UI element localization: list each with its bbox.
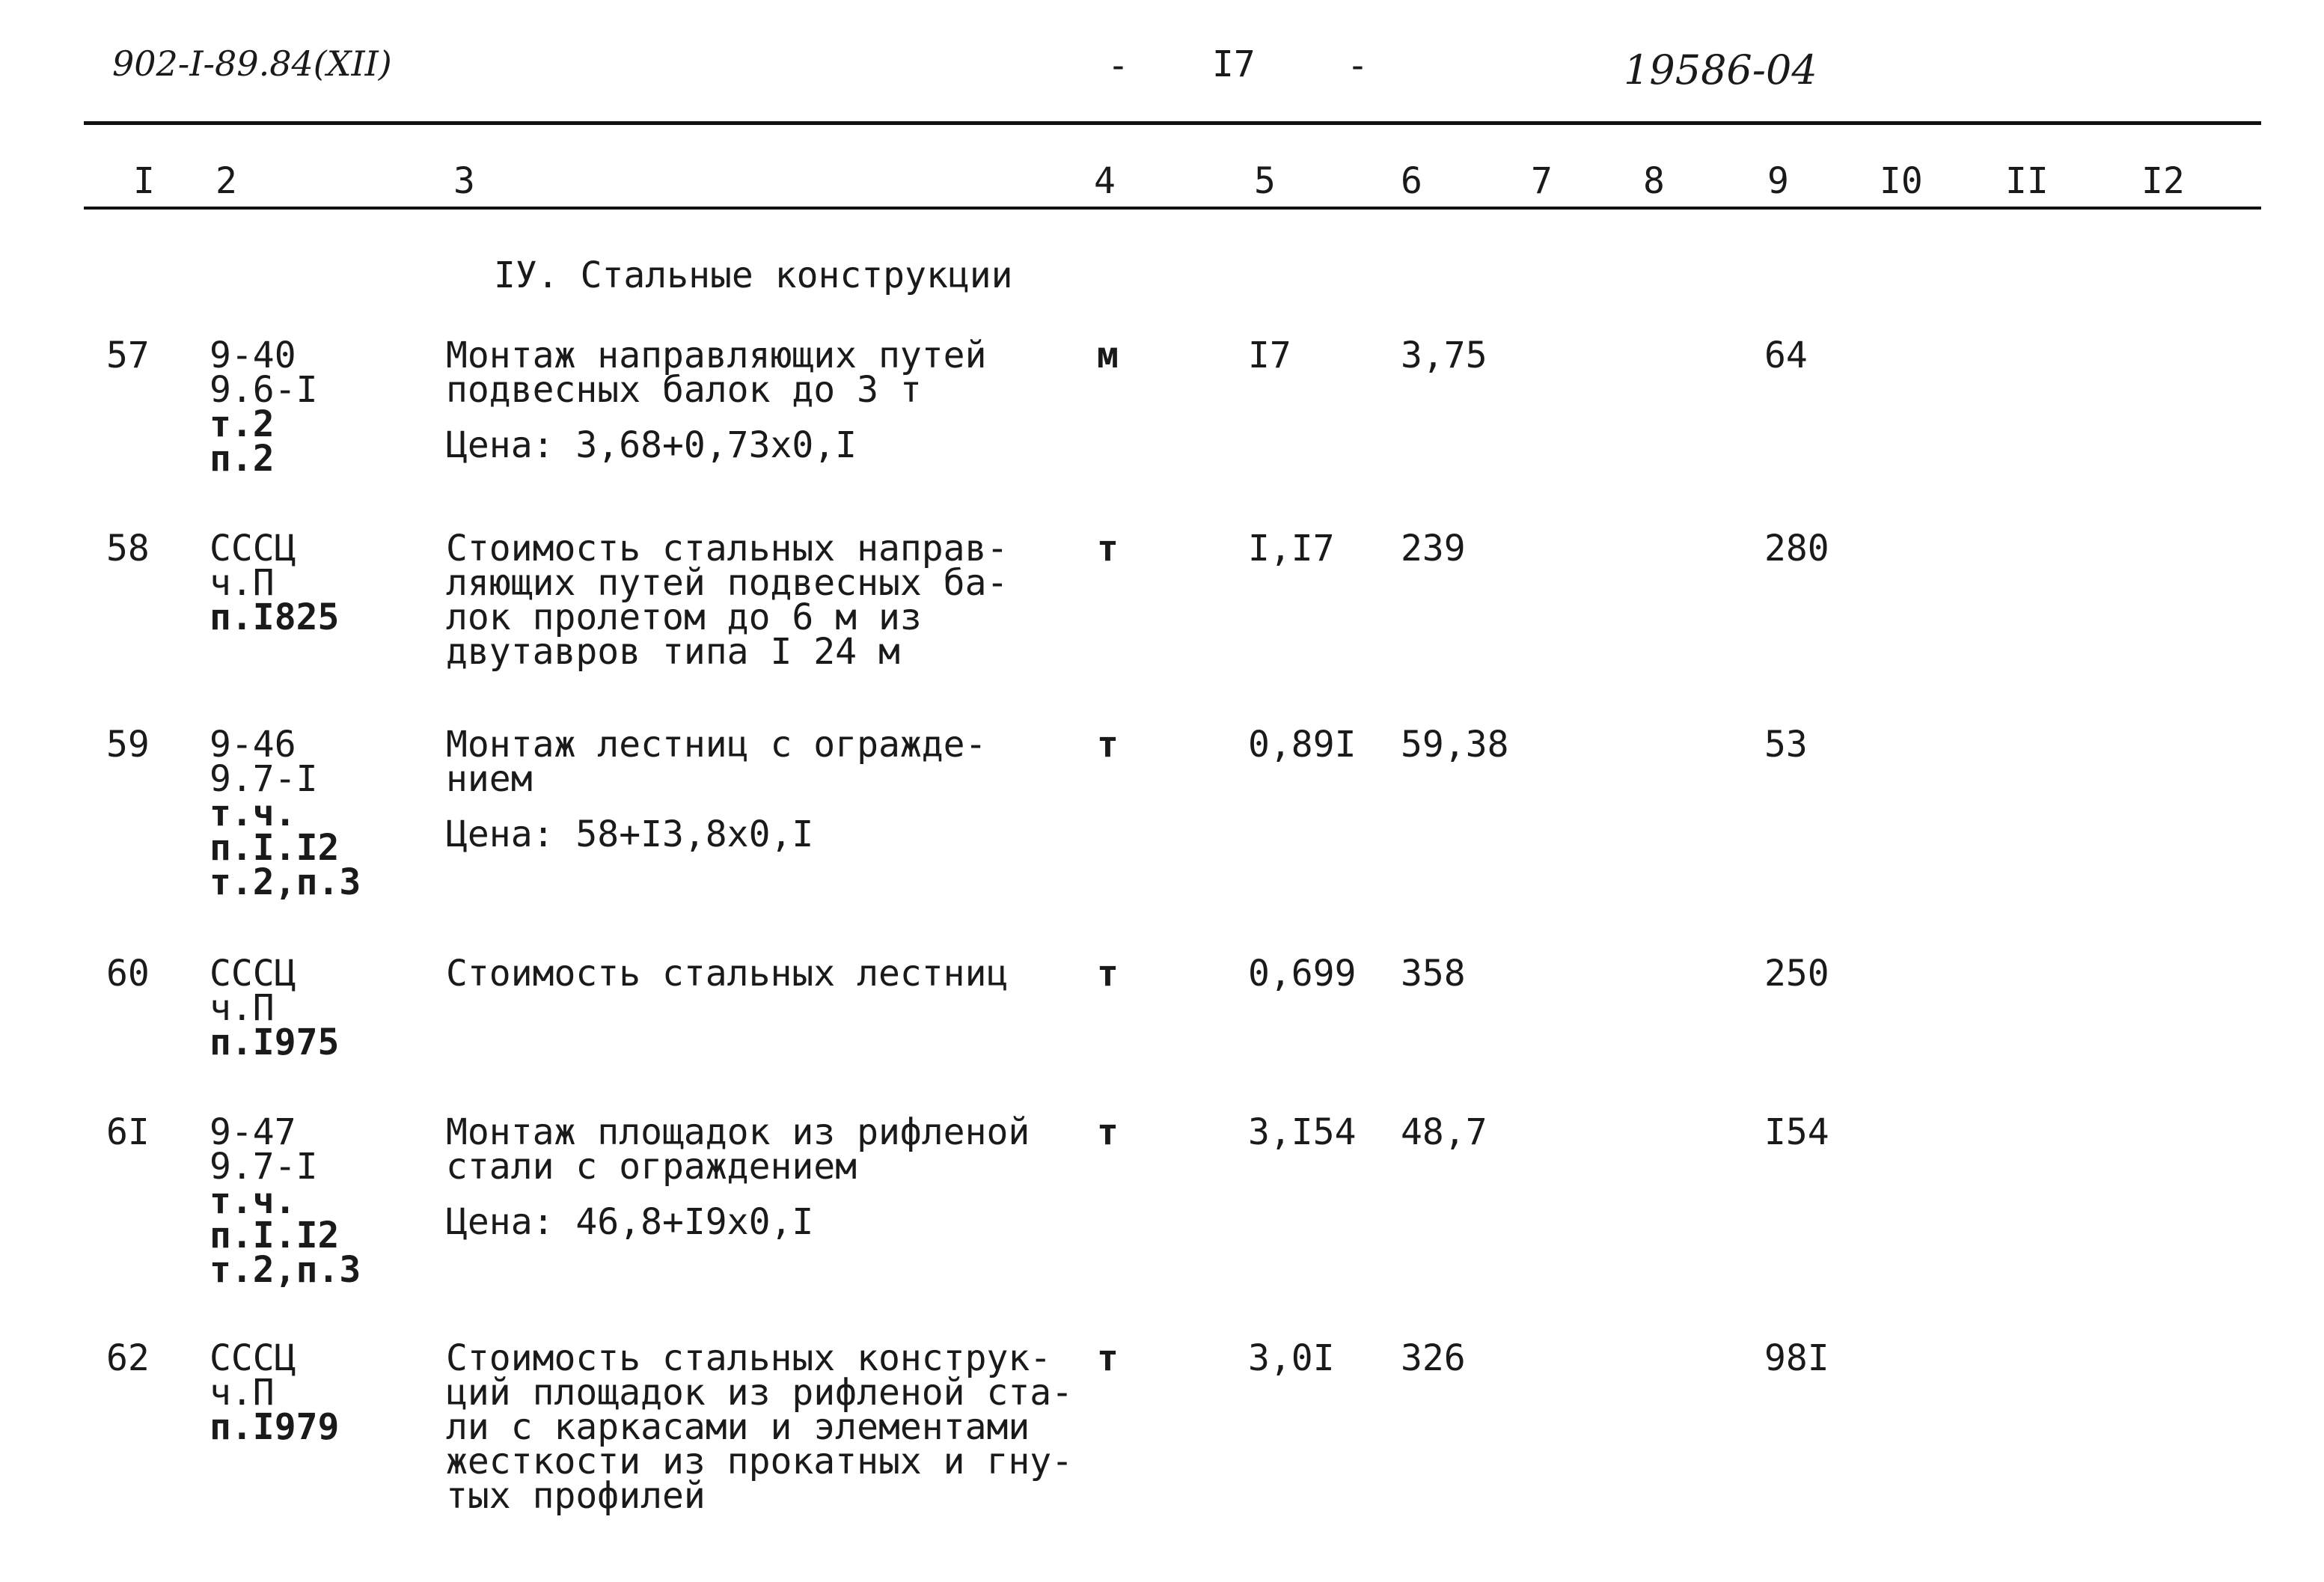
norm-reference-line: 9-47	[210, 1111, 296, 1153]
work-description	[446, 724, 987, 855]
work-description-line: подвесных балок до 3 т	[446, 369, 922, 411]
work-description-line: нием	[446, 758, 533, 800]
norm-reference	[210, 528, 340, 638]
work-description-line: ли с каркасами и элементами	[446, 1406, 1030, 1448]
work-description-line: ляющих путей подвесных ба-	[446, 562, 1009, 604]
norm-reference-line: 9-40	[210, 335, 296, 376]
norm-reference-line: п.I.I2	[210, 1215, 340, 1256]
norm-reference-line: 9-46	[210, 724, 296, 766]
price-formula: Цена: 58+I3,8x0,I	[446, 813, 814, 855]
norm-reference-line: т.ч.	[210, 1180, 296, 1222]
norm-reference-line: ч.П	[210, 987, 275, 1029]
work-description	[446, 1111, 1030, 1243]
work-description-line: Стоимость стальных конструк-	[446, 1337, 1052, 1379]
column-number: 8	[1643, 160, 1665, 202]
norm-reference-line: т.2,п.3	[210, 1249, 361, 1291]
total-cost: I54	[1764, 1111, 1829, 1153]
norm-reference-line: п.I979	[210, 1406, 340, 1448]
row-number: 58	[106, 528, 150, 569]
row-number: 6I	[106, 1111, 150, 1153]
norm-reference	[210, 1337, 340, 1448]
column-number: I2	[2141, 160, 2185, 202]
inventory-number: 19586-04	[1624, 46, 1817, 94]
unit-cost: 48,7	[1401, 1111, 1487, 1153]
total-cost: 98I	[1764, 1337, 1829, 1379]
row-number: 57	[106, 335, 150, 376]
norm-reference	[210, 1111, 361, 1291]
total-cost: 53	[1764, 724, 1808, 766]
work-description-line: ций площадок из рифленой ста-	[446, 1372, 1074, 1414]
header-rule-bottom	[84, 207, 2261, 210]
quantity: 3,0I	[1248, 1337, 1335, 1379]
work-description-line: двутавров типа I 24 м	[446, 631, 900, 673]
norm-reference-line: СССЦ	[210, 528, 296, 569]
dash-right: -	[1347, 45, 1369, 87]
page-number: I7	[1212, 43, 1256, 85]
unit-cost: 239	[1401, 528, 1466, 569]
total-cost: 250	[1764, 953, 1829, 995]
column-number: 4	[1094, 160, 1116, 202]
column-number: I	[133, 160, 155, 202]
unit-of-measure: т	[1097, 528, 1119, 569]
norm-reference-line: т.2	[210, 403, 275, 445]
unit-cost: 358	[1401, 953, 1466, 995]
norm-reference-line: СССЦ	[210, 953, 296, 995]
header-rule-top	[84, 121, 2261, 125]
norm-reference-line: ч.П	[210, 562, 275, 604]
work-description-line: лок пролетом до 6 м из	[446, 596, 922, 638]
norm-reference	[210, 724, 361, 903]
norm-reference	[210, 953, 340, 1063]
norm-reference-line: т.ч.	[210, 792, 296, 834]
work-description	[446, 1337, 1074, 1517]
work-description-line: Монтаж направляющих путей	[446, 335, 987, 376]
norm-reference-line: ч.П	[210, 1372, 275, 1414]
unit-of-measure: т	[1097, 1337, 1119, 1379]
norm-reference-line: 9.7-I	[210, 758, 318, 800]
unit-of-measure: т	[1097, 724, 1119, 766]
work-description-line: жесткости из прокатных и гну-	[446, 1441, 1074, 1482]
unit-of-measure: м	[1097, 335, 1119, 376]
work-description	[446, 335, 987, 466]
quantity: 0,89I	[1248, 724, 1357, 766]
section-title: IУ. Стальные конструкции	[494, 254, 1013, 296]
price-formula: Цена: 46,8+I9x0,I	[446, 1201, 814, 1243]
column-number: 3	[453, 160, 475, 202]
work-description-line: стали с ограждением	[446, 1146, 857, 1188]
norm-reference-line: 9.7-I	[210, 1146, 318, 1188]
quantity: 0,699	[1248, 953, 1357, 995]
total-cost: 280	[1764, 528, 1829, 569]
work-description-line: Монтаж площадок из рифленой	[446, 1111, 1030, 1153]
unit-of-measure: т	[1097, 1111, 1119, 1153]
norm-reference-line: п.I975	[210, 1021, 340, 1063]
row-number: 60	[106, 953, 150, 995]
column-number: 7	[1531, 160, 1553, 202]
dash-left: -	[1107, 45, 1129, 87]
work-description-line: тых профилей	[446, 1475, 706, 1517]
unit-cost: 326	[1401, 1337, 1466, 1379]
row-number: 62	[106, 1337, 150, 1379]
work-description-line: Монтаж лестниц с огражде-	[446, 724, 987, 766]
price-formula: Цена: 3,68+0,73x0,I	[446, 424, 857, 466]
column-number: 6	[1401, 160, 1422, 202]
column-number: 2	[215, 160, 237, 202]
column-number: 9	[1767, 160, 1789, 202]
column-number: I0	[1880, 160, 1923, 202]
total-cost: 64	[1764, 335, 1808, 376]
norm-reference	[210, 335, 318, 480]
norm-reference-line: п.2	[210, 438, 275, 480]
norm-reference-line: СССЦ	[210, 1337, 296, 1379]
work-description-line: Стоимость стальных лестниц	[446, 953, 1009, 995]
norm-reference-line: 9.6-I	[210, 369, 318, 411]
work-description-line: Стоимость стальных направ-	[446, 528, 1009, 569]
quantity: 3,I54	[1248, 1111, 1357, 1153]
norm-reference-line: т.2,п.3	[210, 861, 361, 903]
quantity: I,I7	[1248, 528, 1335, 569]
work-description	[446, 953, 1009, 995]
norm-reference-line: п.I.I2	[210, 827, 340, 869]
work-description	[446, 528, 1009, 673]
unit-cost: 3,75	[1401, 335, 1487, 376]
column-number: II	[2005, 160, 2049, 202]
quantity: I7	[1248, 335, 1291, 376]
row-number: 59	[106, 724, 150, 766]
doc-code: 902-I-89.84(XII)	[112, 43, 392, 84]
column-number: 5	[1254, 160, 1276, 202]
unit-of-measure: т	[1097, 953, 1119, 995]
unit-cost: 59,38	[1401, 724, 1509, 766]
norm-reference-line: п.I825	[210, 596, 340, 638]
